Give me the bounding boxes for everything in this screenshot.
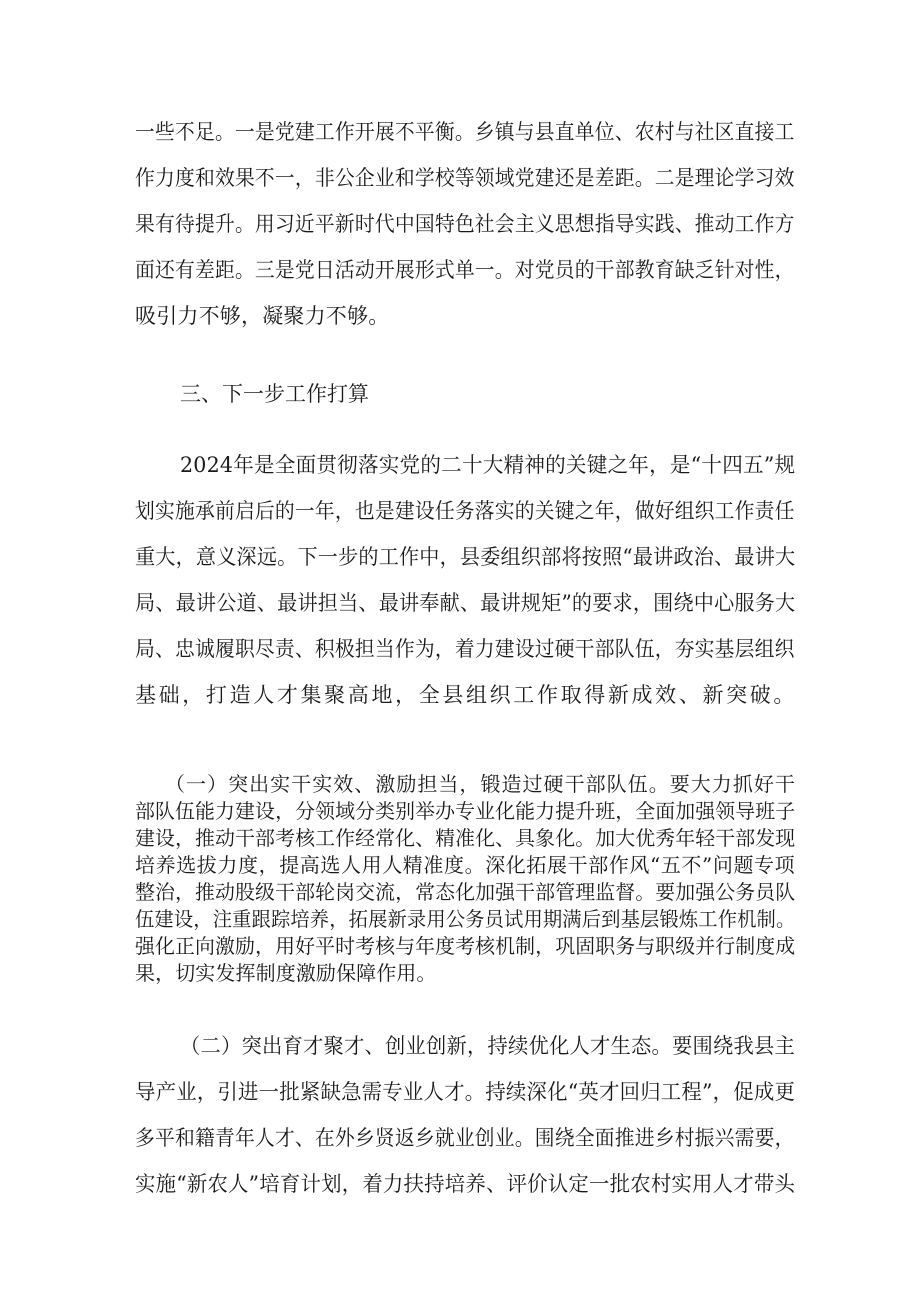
- text-line: 实施“新农人”培育计划，着力扶持培养、评价认定一批农村实用人才带头: [135, 1172, 796, 1196]
- text-line: 局、忠诚履职尽责、积极担当作为，着力建设过硬干部队伍，夯实基层组织: [135, 637, 795, 661]
- text-line: 多平和籍青年人才、在外乡贤返乡就业创业。围绕全面推进乡村振兴需要，: [135, 1126, 795, 1150]
- text-line: 部队伍能力建设，分领域分类别举办专业化能力提升班，全面加强领导班子: [135, 799, 796, 823]
- text-line: 一些不足。一是党建工作开展不平衡。乡镇与县直单位、农村与社区直接工: [135, 120, 795, 144]
- text-line: 局、最讲公道、最讲担当、最讲奉献、最讲规矩”的要求，围绕中心服务大: [135, 591, 796, 615]
- text-line: 建设，推动干部考核工作经常化、精准化、具象化。加大优秀年轻干部发现: [135, 826, 796, 850]
- text-line: 作力度和效果不一，非公企业和学校等领域党建还是差距。二是理论学习效: [135, 166, 795, 190]
- text-line: 吸引力不够，凝聚力不够。: [135, 304, 390, 328]
- text-line: （一）突出实干实效、激励担当，锻造过硬干部队伍。要大力抓好干: [165, 772, 796, 796]
- text-line: 伍建设，注重跟踪培养，拓展新录用公务员试用期满后到基层锻炼工作机制。: [135, 907, 796, 931]
- text-line: 果，切实发挥制度激励保障作用。: [135, 961, 437, 985]
- section-heading: 三、下一步工作打算: [180, 382, 369, 406]
- text-line: 划实施承前启后的一年，也是建设任务落实的关键之年，做好组织工作责任: [135, 499, 795, 523]
- text-line: 培养选拔力度，提高选人用人精准度。深化拓展干部作风“五不”问题专项: [135, 853, 796, 877]
- text-line: 基础，打造人才集聚高地，全县组织工作取得新成效、新突破。: [135, 683, 798, 707]
- text-line: 果有待提升。用习近平新时代中国特色社会主义思想指导实践、推动工作方: [135, 212, 795, 236]
- text-line: 强化正向激励，用好平时考核与年度考核机制，巩固职务与职级并行制度成: [135, 934, 796, 958]
- text-line: 2024年是全面贯彻落实党的二十大精神的关键之年，是“十四五”规: [180, 453, 796, 477]
- text-line: （二）突出育才聚才、创业创新，持续优化人才生态。要围绕我县主: [180, 1034, 795, 1058]
- text-line: 面还有差距。三是党日活动开展形式单一。对党员的干部教育缺乏针对性，: [135, 258, 795, 282]
- text-line: 重大，意义深远。下一步的工作中，县委组织部将按照“最讲政治、最讲大: [135, 545, 796, 569]
- text-line: 整治，推动股级干部轮岗交流，常态化加强干部管理监督。要加强公务员队: [135, 880, 796, 904]
- text-line: 导产业，引进一批紧缺急需专业人才。持续深化“英才回归工程”，促成更: [135, 1080, 796, 1104]
